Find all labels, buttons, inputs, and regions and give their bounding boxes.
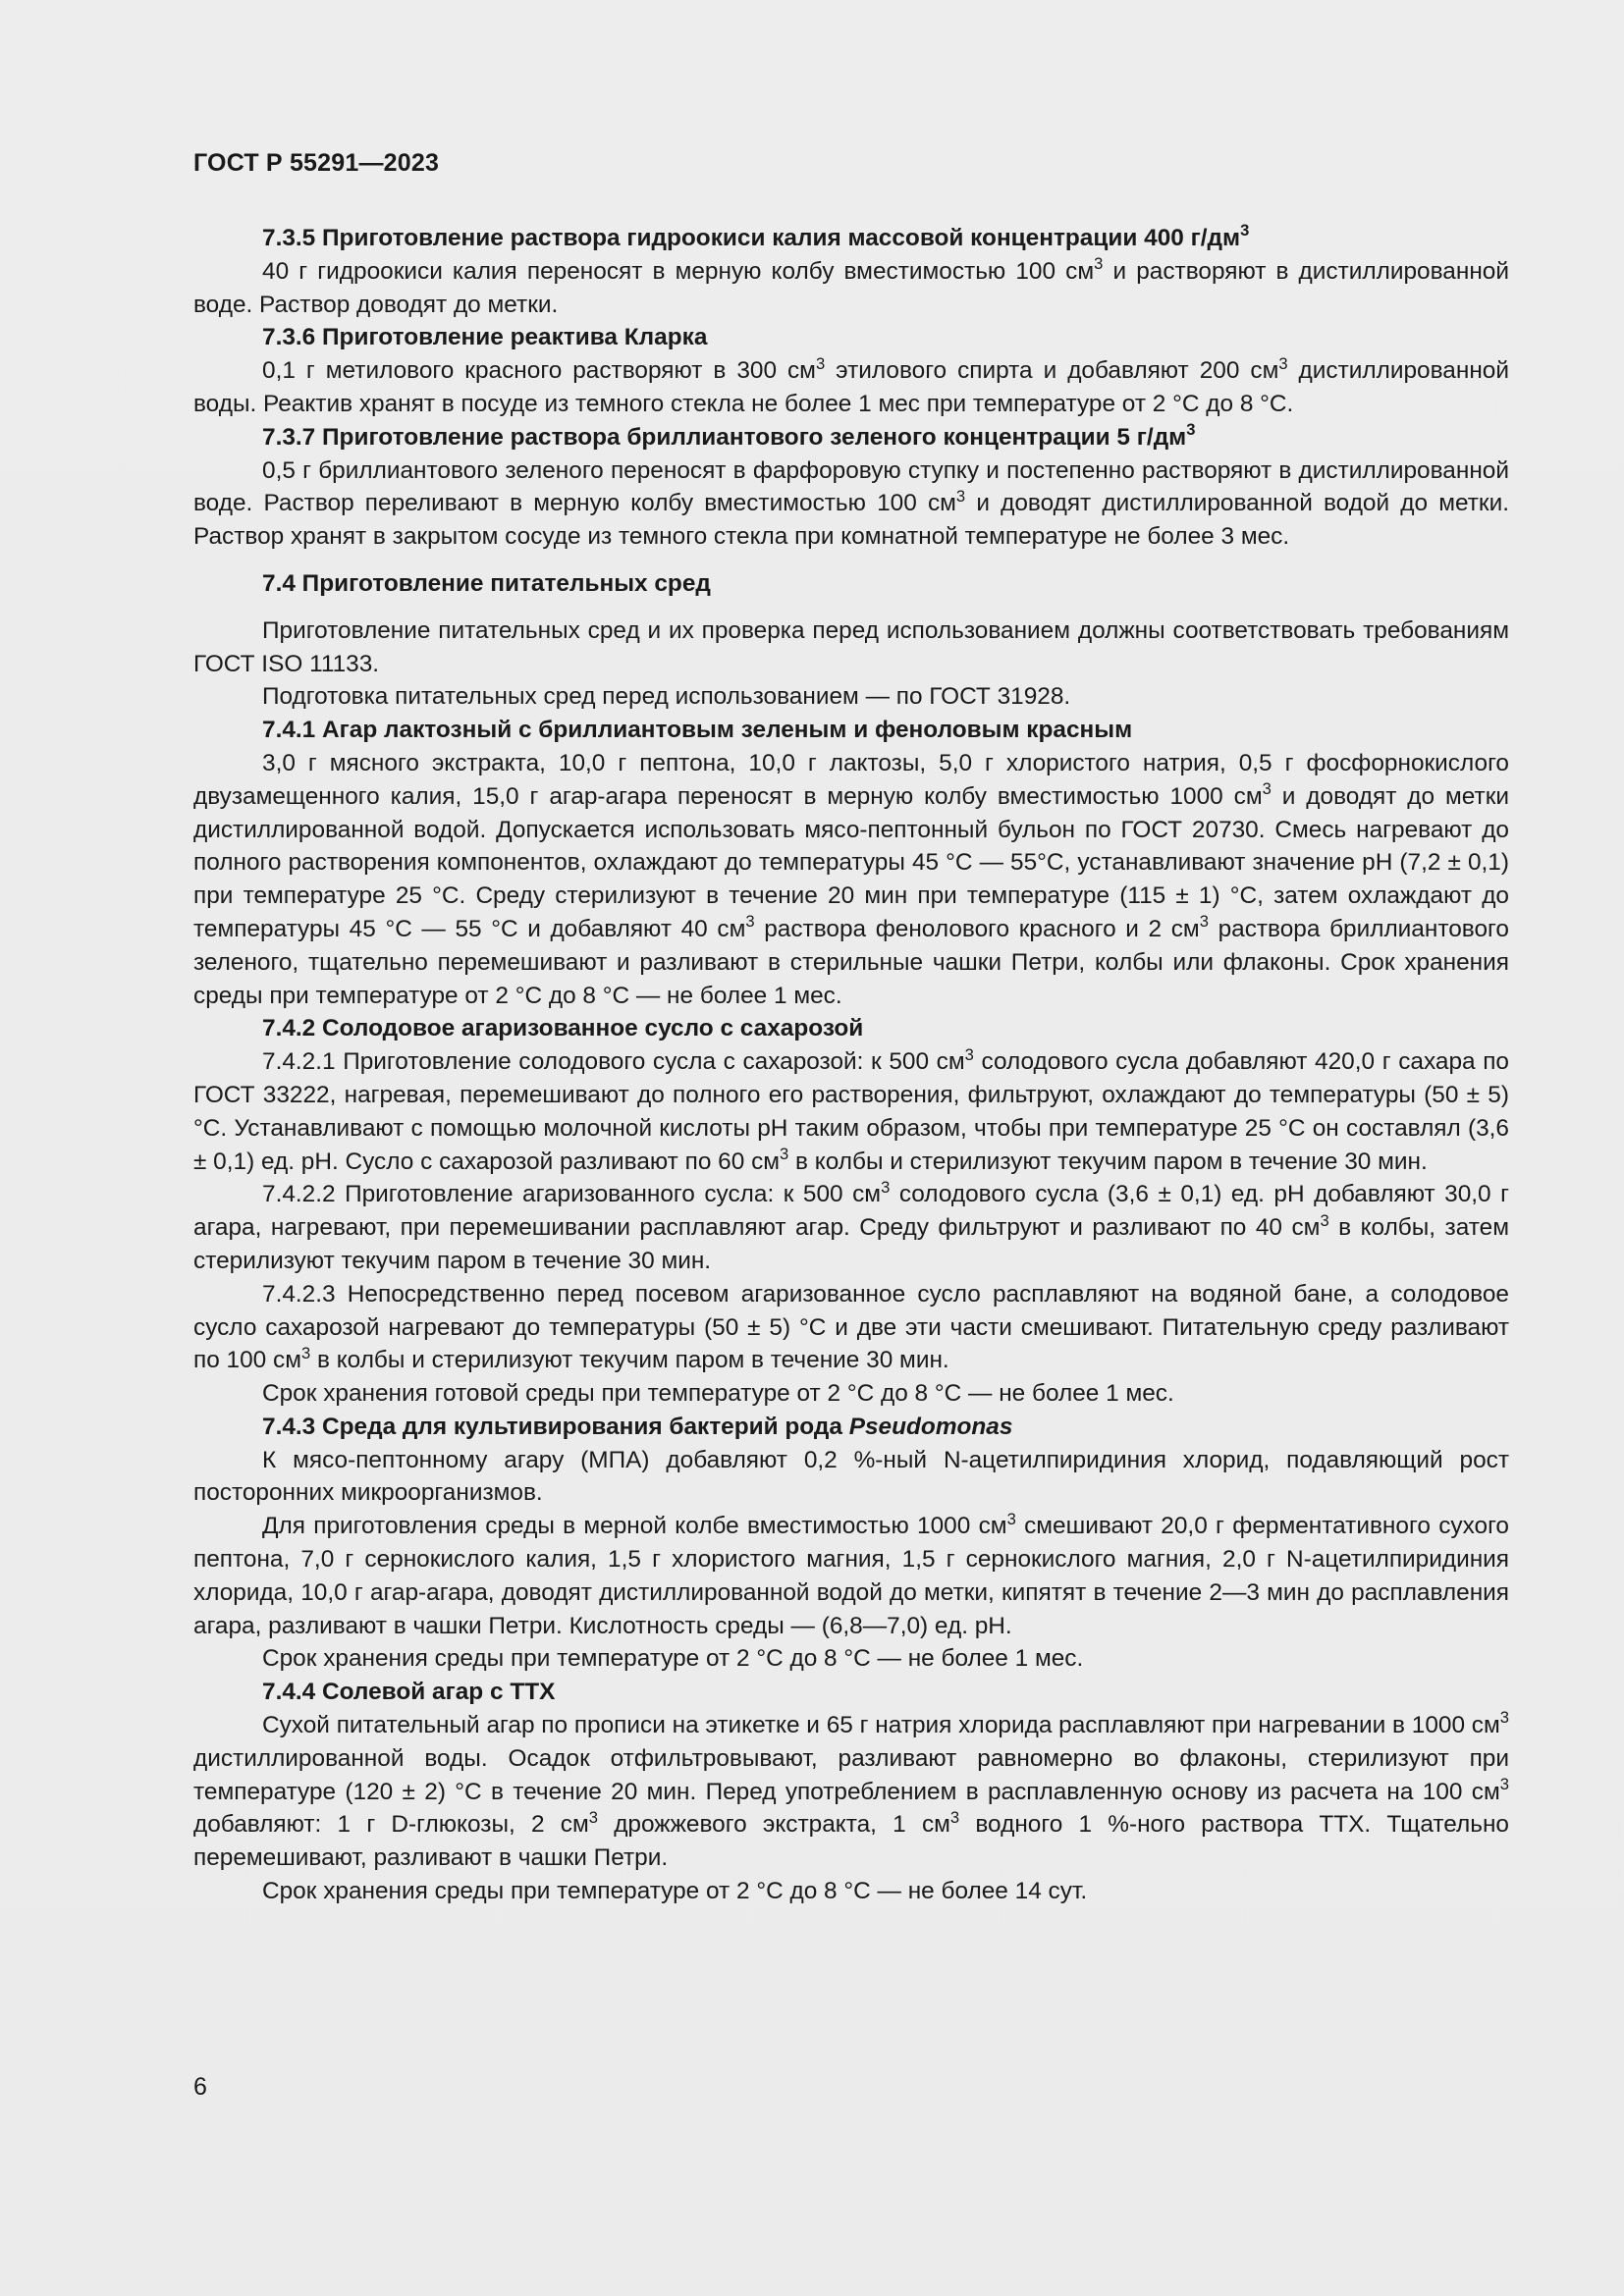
document-header: ГОСТ Р 55291—2023 — [193, 149, 440, 177]
section-heading-7-4-1: 7.4.1 Агар лактозный с бриллиантовым зеленым и феноловым красным — [262, 717, 1133, 744]
section-heading-7-4-3: 7.4.3 Среда для культивирования бактерий рода Pseudomonas — [262, 1413, 1013, 1440]
section-heading-7-3-5: 7.3.5 Приготовление раствора гидроокиси калия массовой концентрации 400 $г/дм^3$ — [262, 221, 1250, 251]
section-heading-7-3-7: 7.3.7 Приготовление раствора бриллиантового зеленого концентрации 5 $г/дм^3$ — [262, 420, 1196, 451]
section-heading-7-3-6: 7.3.6 Приготовление реактива Кларка — [262, 324, 708, 351]
paragraph: Приготовление питательных сред и их проверка перед использованием должны соответствовать требованиям ГОСТ ISO 11133. — [193, 616, 1509, 677]
document-body — [193, 222, 1509, 1908]
paragraph: 40 г гидроокиси калия переносят в мерную колбу вместимостью 100 $см^3$ и растворяют в дистиллированной воде. Раствор доводят до метки. — [193, 254, 1509, 318]
section-heading-7-4: 7.4 Приготовление питательных сред — [262, 569, 711, 597]
paragraph: Срок хранения среды при температуре от 2 °С до 8 °С — не более 14 сут. — [262, 1878, 1088, 1905]
paragraph: 7.4.2.3 Непосредственно перед посевом агаризованное сусло расплавляют на водяной бане, а солодовое сусло сахарозой нагревают до температуры (50 ± 5) °С и две эти части смешивают. Питательную среду разливают по 100 $см^3$ в колбы и стерилизуют текучим паром в течение 30 мин. — [193, 1280, 1509, 1374]
section-heading-7-4-2: 7.4.2 Солодовое агаризованное сусло с сахарозой — [262, 1015, 864, 1042]
paragraph: 7.4.2.1 Приготовление солодового сусла с сахарозой: к 500 $см^3$ солодового сусла добавляют 420,0 г сахара по ГОСТ 33222, нагревая, перемешивают до полного его растворения, фильтруют, охлаждают до температуры (50 ± 5) °С. Устанавливают с помощью молочной кислоты pH таким образом, чтобы при температуре 25 °С он составлял (3,6 ± 0,1) ед. pH. Сусло с сахарозой разливают по 60 $см^3$ в колбы и стерилизуют текучим паром в течение 30 мин. — [193, 1044, 1509, 1175]
paragraph: 7.4.2.2 Приготовление агаризованного сусла: к 500 $см^3$ солодового сусла (3,6 ± 0,1) ед. pH добавляют 30,0 г агара, нагревают, при перемешивании расплавляют агар. Среду фильтруют и разливают по 40 $см^3$ в колбы, затем стерилизуют текучим паром в течение 30 мин. — [193, 1177, 1509, 1274]
paragraph: 3,0 г мясного экстракта, 10,0 г пептона, 10,0 г лактозы, 5,0 г хлористого натрия, 0,5 г фосфорнокислого двузамещенного калия, 15,0 г агар-агара переносят в мерную колбу вместимостью 1000 $см^3$ и доводят до метки дистиллированной водой. Допускается использовать мясо-пептонный бульон по ГОСТ 20730. Смесь нагревают до полного растворения компонентов, охлаждают до температуры 45 °С — 55°С, устанавливают значение pH (7,2 ± 0,1) при температуре 25 °С. Среду стерилизуют в течение 20 мин при температуре (115 ± 1) °С, затем охлаждают до температуры 45 °С — 55 °С и добавляют 40 $см^3$ раствора фенолового красного и 2 $см^3$ раствора бриллиантового зеленого, тщательно перемешивают и разливают в стерильные чашки Петри, колбы или флаконы. Срок хранения среды при температуре от 2 °С до 8 °С — не более 1 мес. — [193, 749, 1509, 1009]
paragraph: Срок хранения среды при температуре от 2 °С до 8 °С — не более 1 мес. — [262, 1645, 1084, 1673]
paragraph: 0,1 г метилового красного растворяют в 300 $см^3$ этилового спирта и добавляют 200 $см^3$ дистиллированной воды. Реактив хранят в посуде из темного стекла не более 1 мес при температуре от 2 °С до 8 °С. — [193, 353, 1509, 417]
paragraph: Подготовка питательных сред перед использованием — по ГОСТ 31928. — [262, 683, 1071, 711]
paragraph: Сухой питательный агар по прописи на этикетке и 65 г натрия хлорида расплавляют при нагревании в 1000 $см^3$ дистиллированной воды. Осадок отфильтровывают, разливают равномерно во флаконы, стерилизуют при температуре (120 ± 2) °С в течение 20 мин. Перед употреблением в расплавленную основу из расчета на 100 $см^3$ добавляют: 1 г D-глюкозы, 2 $см^3$ дрожжевого экстракта, 1 $см^3$ водного 1 %-ного раствора ТТХ. Тщательно перемешивают, разливают в чашки Петри. — [193, 1708, 1509, 1872]
page-number: 6 — [193, 2073, 207, 2101]
paragraph: 0,5 г бриллиантового зеленого переносят в фарфоровую ступку и постепенно растворяют в дистиллированной воде. Раствор переливают в мерную колбу вместимостью 100 $см^3$ и доводят дистиллированной водой до метки. Раствор хранят в закрытом сосуде из темного стекла при комнатной температуре не более 3 мес. — [193, 456, 1510, 551]
paragraph: Срок хранения готовой среды при температуре от 2 °С до 8 °С — не более 1 мес. — [262, 1380, 1174, 1408]
paragraph: Для приготовления среды в мерной колбе вместимостью 1000 $см^3$ смешивают 20,0 г ферментативного сухого пептона, 7,0 г сернокислого калия, 1,5 г хлористого магния, 1,5 г сернокислого магния, 2,0 г N-ацетилпиридиния хлорида, 10,0 г агар-агара, доводят дистиллированной водой до метки, кипятят в течение 2—3 мин до расплавления агара, разливают в чашки Петри. Кислотность среды — (6,8—7,0) ед. pH. — [193, 1509, 1509, 1639]
paragraph: К мясо-пептонному агару (МПА) добавляют 0,2 %-ный N-ацетилпиридиния хлорид, подавляющий рост посторонних микроорганизмов. — [193, 1446, 1509, 1507]
section-heading-7-4-4: 7.4.4 Солевой агар с ТТХ — [262, 1679, 556, 1706]
